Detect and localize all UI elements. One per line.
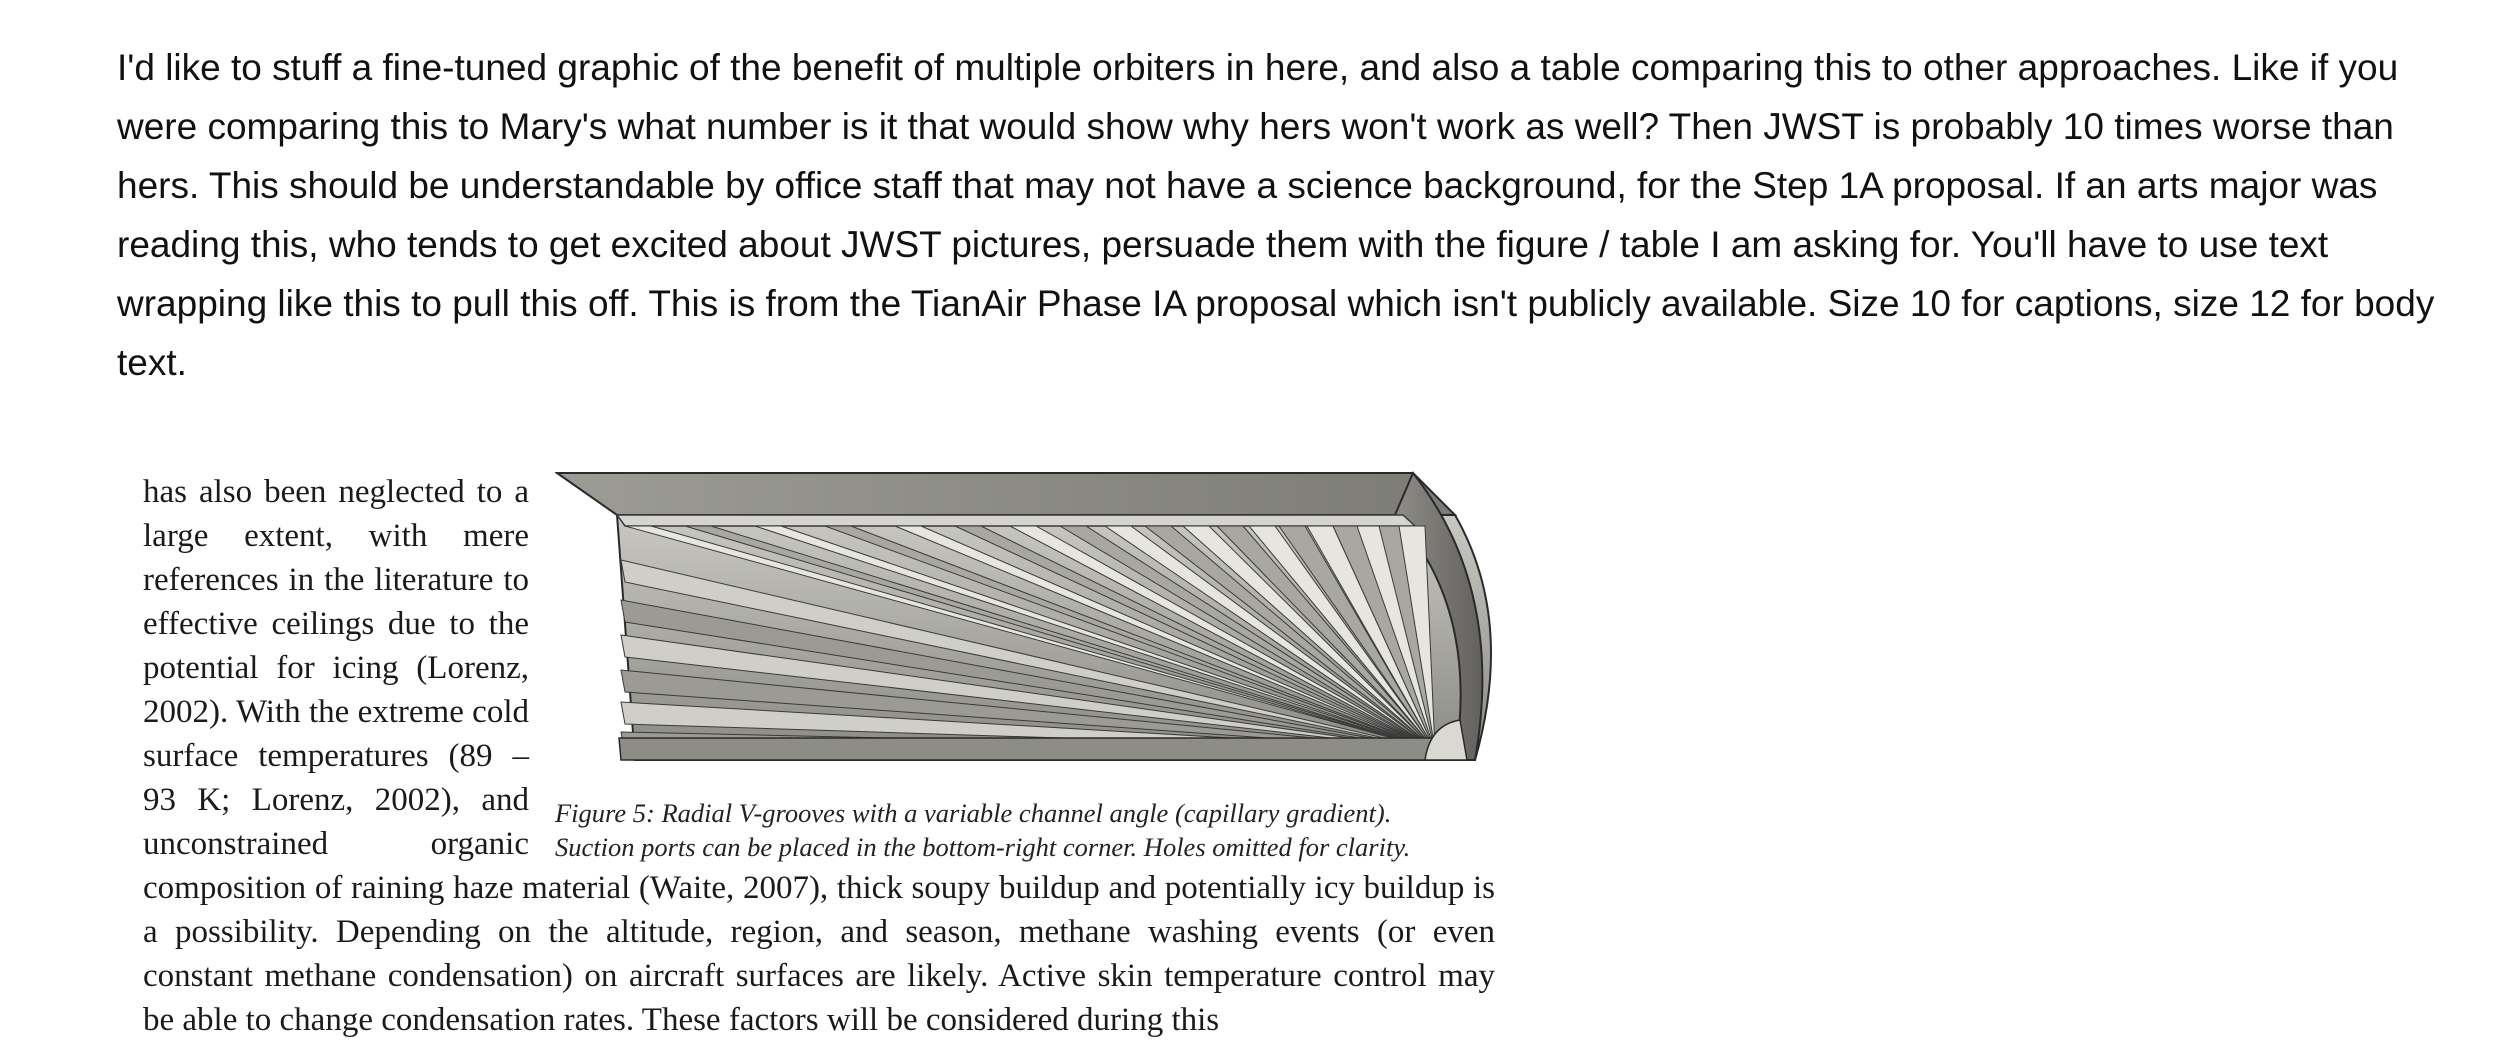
render-inner-shelf — [617, 515, 1415, 526]
figure-caption-line-1: Figure 5: Radial V-grooves with a variable channel angle (capillary gradient). — [555, 798, 1392, 828]
instruction-paragraph: I'd like to stuff a fine-tuned graphic of the benefit of multiple orbiters in here, and also a table comparing this to other approaches. Like if you were comparing this to Mary's what number is it that would show why hers won't work as well? Then JWST is probably 10 times worse than hers. This should be understandable by office staff that may not have a science background, for the Step 1A proposal. If an arts major was reading this, who tends to get excited about JWST pictures, persuade them with the figure / table I am asking for. You'll have to use text wrapping like this to pull this off. This is from the TianAir Phase IA proposal which isn't publicly available. Size 10 for captions, size 12 for body text. — [117, 47, 2435, 383]
body-text: has also been neglected to a large extent, with mere references in the literature to effective ceilings due to the potential for icing (Lorenz, 2002). With the extreme cold surface temperatures (89 – 93 K; Lorenz, 2002), and unconstrained organic composition of raining haze material (Waite, 2007), thick soupy buildup and potentially icy buildup is a possibility. Depending on the altitude, region, and season, methane washing events (or even constant methane condensation) on aircraft surfaces are likely. Active skin temperature control may be able to change condensation rates. These factors will be considered during this — [143, 474, 1495, 1038]
figure-5 — [555, 470, 1495, 864]
v-groove-render-image — [555, 470, 1495, 790]
document-page — [143, 470, 1495, 1042]
render-bottom-face — [619, 738, 1439, 760]
render-top-face — [557, 473, 1455, 515]
figure-caption — [555, 796, 1495, 864]
figure-caption-line-2: Suction ports can be placed in the bottom-right corner. Holes omitted for clarity. — [555, 832, 1411, 862]
